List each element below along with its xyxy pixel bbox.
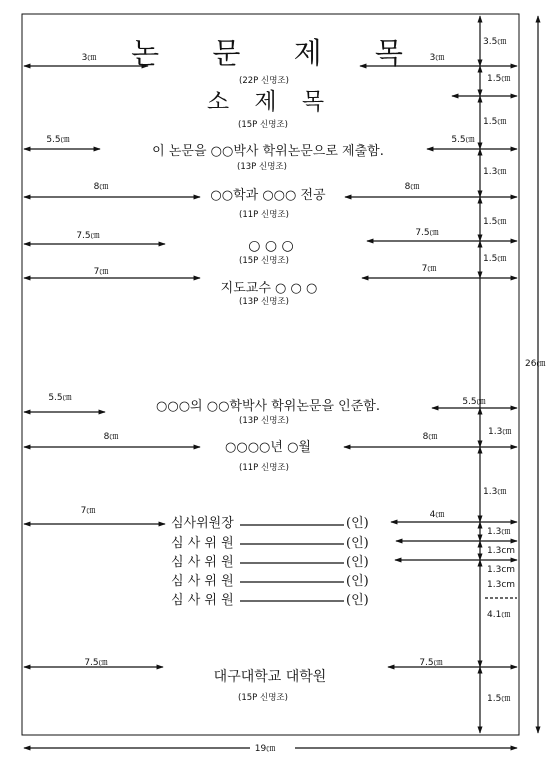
thesis-subtitle: 소 제 목 [206,89,334,115]
left-margin-label: 7.5㎝ [84,658,108,668]
left-margin-label: 7㎝ [93,267,109,277]
author-name: ○ ○ ○ [248,238,294,254]
right-margin-label: 4㎝ [429,510,445,520]
date-line: ○○○○년 ○월 [225,440,311,455]
right-margin-label: 5.5㎝ [451,135,475,145]
vertical-spacing-label: 1.5㎝ [483,254,507,264]
university-name: 대구대학교 대학원 [213,669,327,685]
author-font-note: (15P 신명조) [239,256,289,266]
committee-seal: (인) [346,536,369,551]
vertical-spacing-label: 1.5㎝ [483,217,507,227]
title-font-note: (22P 신명조) [239,76,289,86]
left-margin-label: 3㎝ [81,53,97,63]
committee-seal: (인) [346,555,369,570]
left-margin-label: 7.5㎝ [76,231,100,241]
approval-font-note: (13P 신명조) [239,416,289,426]
vertical-spacing-label: 1.3cm [487,580,516,590]
vertical-spacing-label: 1.5㎝ [487,74,511,84]
vertical-spacing-label: 1.3㎝ [483,487,507,497]
approval-statement: ○○○의 ○○학박사 학위논문을 인준함. [156,399,380,414]
committee-role: 심 사 위 원 [171,555,234,570]
vertical-spacing-label: 1.5㎝ [483,117,507,127]
right-margin-label: 7.5㎝ [415,228,439,238]
vertical-spacing-label: 3.5㎝ [483,37,507,47]
right-margin-label: 5.5㎝ [462,397,486,407]
vertical-spacing-label: 1.3㎝ [483,167,507,177]
right-margin-label: 3㎝ [429,53,445,63]
committee-role: 심 사 위 원 [171,593,234,608]
left-margin-label: 8㎝ [103,432,119,442]
left-margin-label: 5.5㎝ [46,135,70,145]
advisor-font-note: (13P 신명조) [239,297,289,307]
page-height-label: 26㎝ [525,359,546,369]
vertical-spacing-label: 4.1㎝ [487,610,511,620]
vertical-spacing-label: 1.3㎝ [487,527,511,537]
right-margin-label: 7.5㎝ [419,658,443,668]
major-line: ○○학과 ○○○ 전공 [210,188,326,203]
committee-seal: (인) [346,516,369,531]
submission-statement: 이 논문을 ○○박사 학위논문으로 제출함. [152,144,384,159]
submission-font-note: (13P 신명조) [237,162,287,172]
committee-role: 심 사 위 원 [171,574,234,589]
university-font-note: (15P 신명조) [238,693,288,703]
committee-seal: (인) [346,574,369,589]
committee-role: 심 사 위 원 [171,536,234,551]
left-margin-label: 5.5㎝ [48,393,72,403]
right-margin-label: 8㎝ [422,432,438,442]
committee-seal: (인) [346,593,369,608]
left-margin-label: 7㎝ [80,506,96,516]
vertical-spacing-label: 1.5㎝ [487,694,511,704]
subtitle-font-note: (15P 신명조) [238,120,288,130]
left-margin-label: 8㎝ [93,182,109,192]
right-margin-label: 8㎝ [404,182,420,192]
vertical-spacing-label: 1.3㎝ [488,427,512,437]
thesis-title: 논 문 제 목 [131,36,425,70]
advisor-line: 지도교수 ○ ○ ○ [220,281,318,296]
date-font-note: (11P 신명조) [239,463,289,473]
vertical-spacing-label: 1.3cm [487,546,516,556]
major-font-note: (11P 신명조) [239,210,289,220]
committee-role: 심사위원장 [171,516,234,531]
right-margin-label: 7㎝ [421,264,437,274]
vertical-spacing-label: 1.3cm [487,565,516,575]
page-width-label: 19㎝ [254,744,276,754]
